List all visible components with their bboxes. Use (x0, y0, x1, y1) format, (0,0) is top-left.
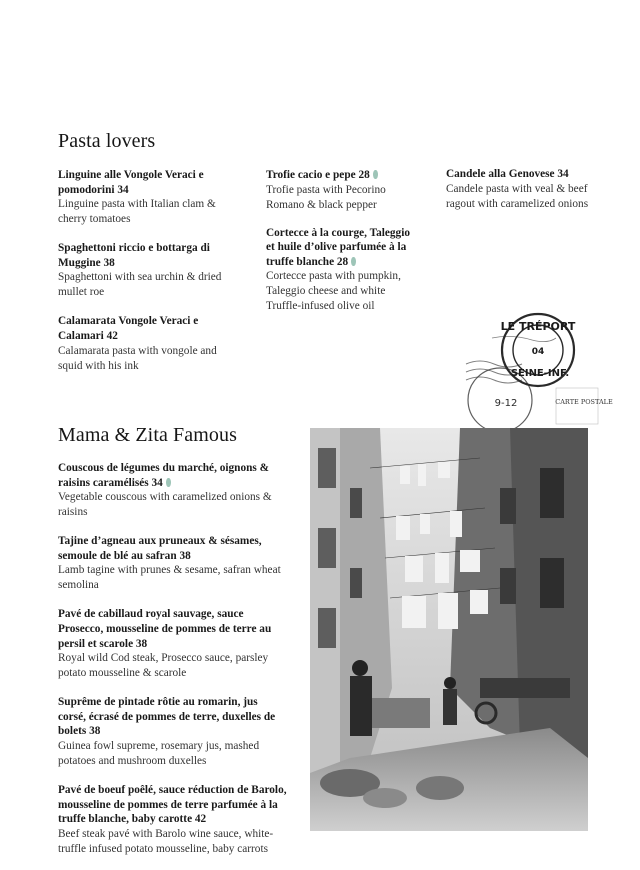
postmark-stamp-icon (458, 308, 613, 426)
street-photo (310, 428, 588, 831)
dish-name: Cortecce à la courge, Taleggio et huile d’olive parfumée à la truffe blanche 28 (266, 226, 410, 268)
dish-description: Beef steak pavé with Barolo wine sauce, white-truffle infused potato mousseline, baby carrots (58, 827, 274, 855)
menu-item (266, 168, 416, 213)
stamp-date-day: 04 (531, 347, 545, 357)
dish-description: Trofie pasta with Pecorino Romano & black pepper (266, 183, 386, 211)
dish-description: Guinea fowl supreme, rosemary jus, mashed potatoes and mushroom duxelles (58, 739, 260, 767)
dish-name: Calamarata Vongole Veraci e Calamari 42 (58, 315, 199, 342)
dish-description: Royal wild Cod steak, Prosecco sauce, parsley potato mousseline & scarole (58, 652, 269, 680)
menu-item (58, 783, 288, 857)
stamp-text-top: LE TRÉPORT (500, 320, 576, 333)
menu-item (58, 695, 288, 769)
menu-item (266, 226, 416, 315)
veg-leaf-icon (373, 170, 378, 179)
dish-name: Tajine d’agneau aux pruneaux & sésames, semoule de blé au safran 38 (58, 535, 262, 562)
stamp-card-label: CARTE POSTALE (555, 398, 613, 406)
veg-leaf-icon (351, 257, 356, 266)
menu-item (58, 314, 233, 373)
dish-description: Spaghettoni with sea urchin & dried mullet roe (58, 271, 222, 299)
menu-item (58, 534, 288, 593)
menu-item (58, 168, 233, 227)
menu-item (58, 461, 288, 520)
pasta-section-title: Pasta lovers (58, 130, 156, 152)
pasta-column-1 (58, 168, 233, 387)
menu-item (446, 167, 596, 212)
pasta-column-2 (266, 168, 416, 327)
dish-name: Candele alla Genovese 34 (446, 168, 569, 180)
mama-column (58, 461, 288, 870)
mama-section-title: Mama & Zita Famous (58, 424, 237, 446)
dish-description: Cortecce pasta with pumpkin, Taleggio cheese and white Truffle-infused olive oil (266, 270, 401, 313)
dish-description: Lamb tagine with prunes & sesame, safran wheat semolina (58, 564, 281, 592)
dish-name: Trofie cacio e pepe 28 (266, 169, 370, 181)
dish-name: Couscous de légumes du marché, oignons & raisins caramélisés 34 (58, 462, 270, 489)
dish-description: Calamarata pasta with vongole and squid with his ink (58, 344, 217, 372)
dish-name: Spaghettoni riccio e bottarga di Muggine 38 (58, 242, 210, 269)
dish-description: Linguine pasta with Italian clam & cherry tomatoes (58, 198, 216, 226)
dish-description: Vegetable couscous with caramelized onions & raisins (58, 491, 272, 519)
dish-name: Linguine alle Vongole Veraci e pomodorini 34 (58, 169, 204, 196)
dish-name: Suprême de pintade rôtie au romarin, jus corsé, écrasé de pommes de terre, duxelles de bolets 38 (58, 696, 276, 738)
stamp-text-bottom: SEINE-INF. (510, 368, 570, 379)
menu-item (58, 241, 233, 300)
veg-leaf-icon (166, 478, 171, 487)
dish-name: Pavé de boeuf poêlé, sauce réduction de Barolo, mousseline de pommes de terre parfumée à la truffe blanche, baby carotte 42 (58, 783, 287, 826)
pasta-column-3 (446, 167, 596, 225)
dish-name: Pavé de cabillaud royal sauvage, sauce Prosecco, mousseline de pommes de terre au persil et scarole 38 (58, 608, 272, 650)
stamp-date: 9-12 (494, 398, 518, 409)
dish-description: Candele pasta with veal & beef ragout with caramelized onions (446, 182, 589, 210)
menu-item (58, 607, 288, 681)
